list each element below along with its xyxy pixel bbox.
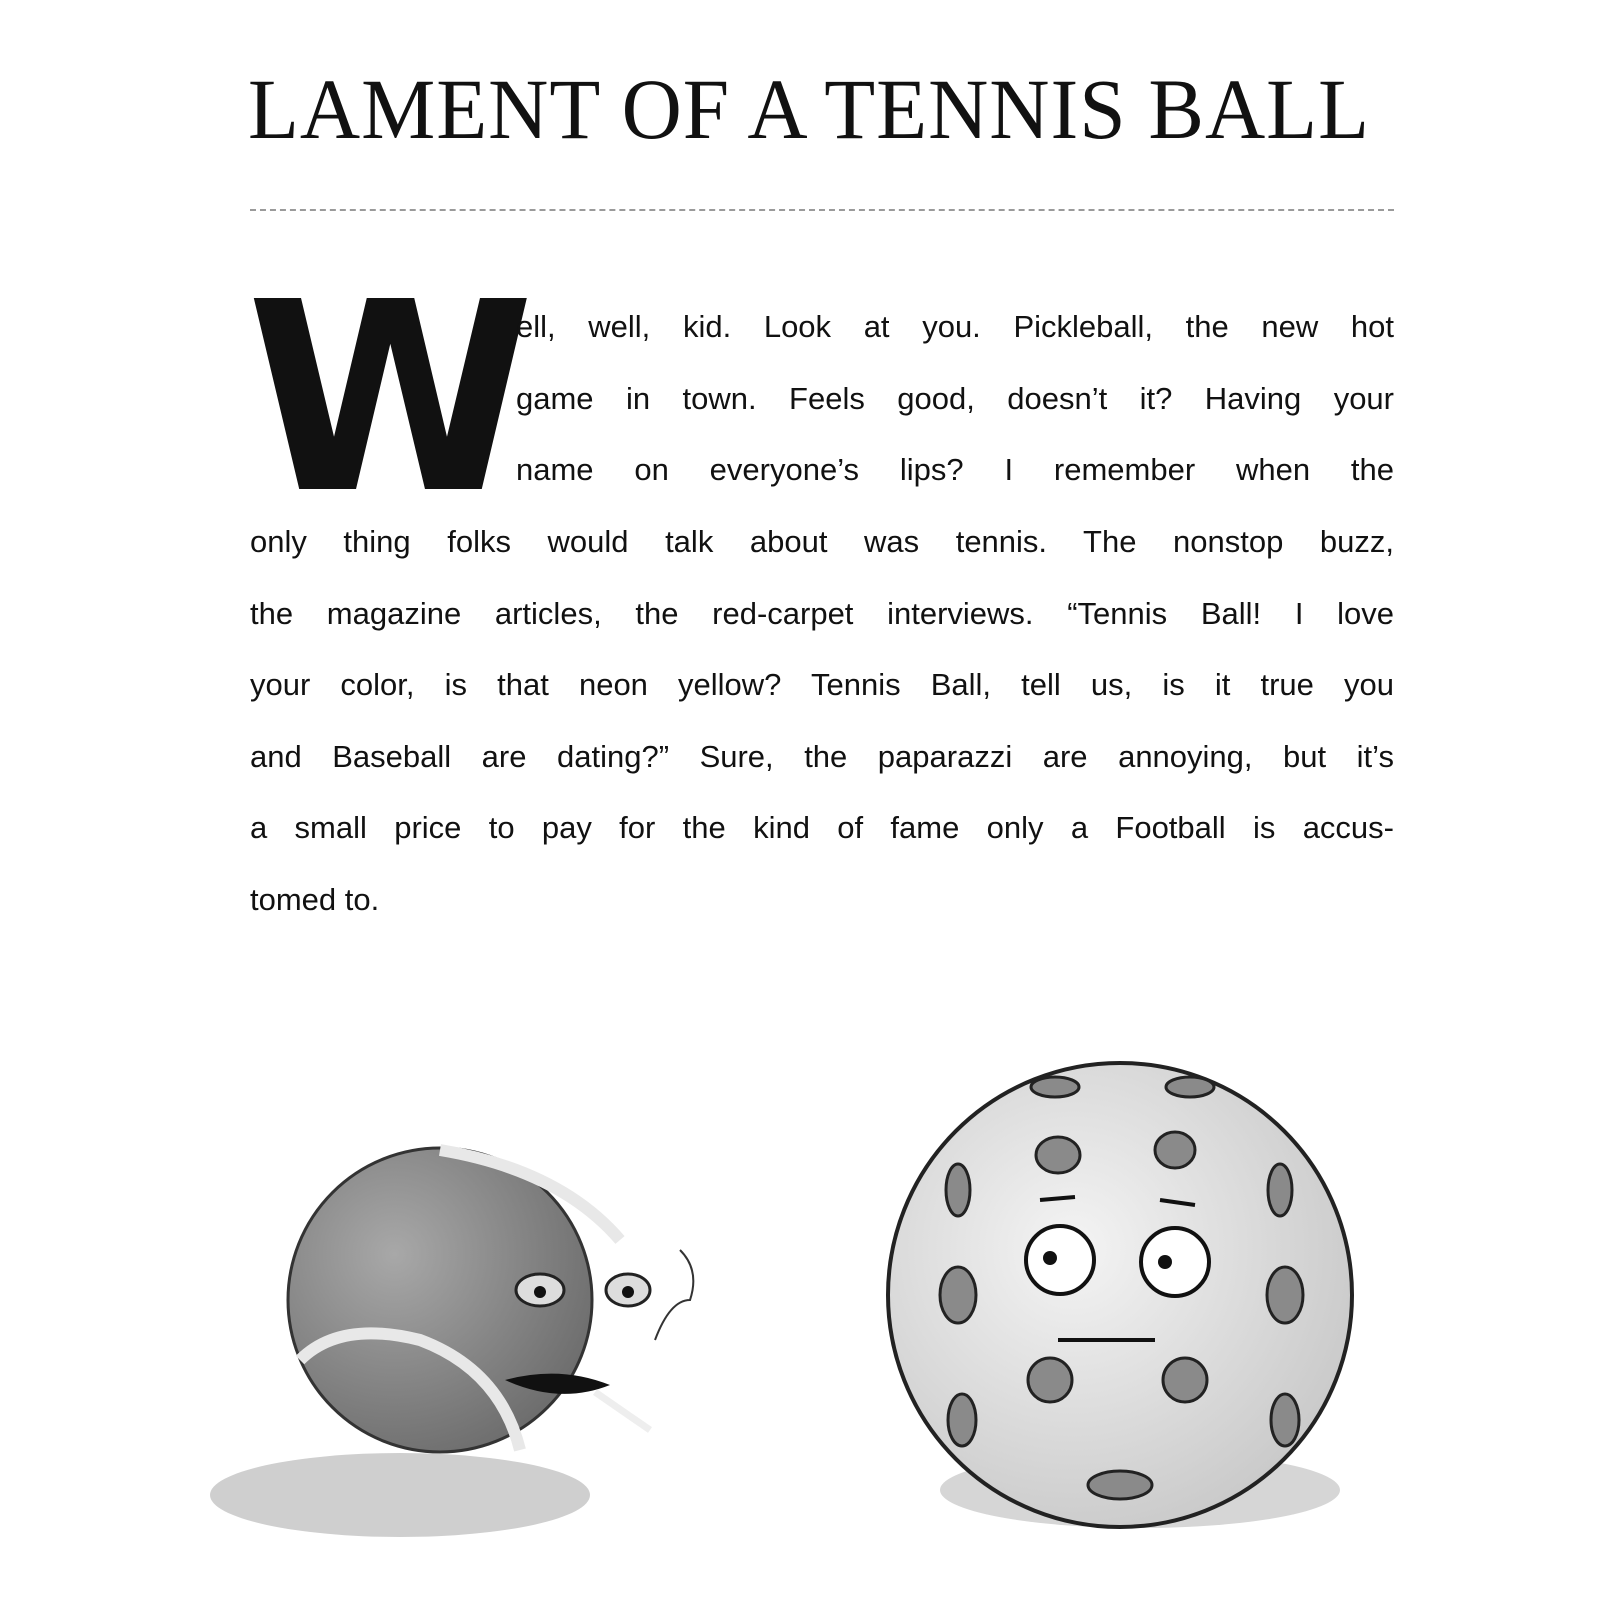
eye [1026, 1226, 1094, 1294]
dashed-divider [250, 209, 1394, 211]
text-line: tomed to. [250, 882, 380, 917]
pickleball-character [888, 1063, 1352, 1528]
text-line: the magazine articles, the red-carpet interviews. “Tennis Ball! I love [250, 596, 1394, 631]
pupil [1043, 1251, 1057, 1265]
text-line: and Baseball are dating?” Sure, the paparazzi are annoying, but it’s [250, 739, 1394, 774]
text-line: only thing folks would talk about was tennis. The nonstop buzz, [250, 524, 1394, 559]
smoke [655, 1250, 693, 1340]
pupil [1158, 1255, 1172, 1269]
illustration-tennis-and-pickleball [0, 1020, 1606, 1580]
text-line: ell, well, kid. Look at you. Pickleball, the new hot [516, 309, 1394, 344]
pupil [534, 1286, 546, 1298]
eye [1141, 1228, 1209, 1296]
drop-cap: W [246, 246, 529, 551]
page-title: LAMENT OF A TENNIS BALL [248, 61, 1370, 157]
shadow [210, 1453, 590, 1537]
tennis-ball-character [210, 1148, 693, 1537]
text-line: your color, is that neon yellow? Tennis Ball, tell us, is it true you [250, 667, 1394, 702]
cigarette [595, 1392, 650, 1430]
text-line: a small price to pay for the kind of fame only a Football is accus- [250, 810, 1394, 845]
text-line: name on everyone’s lips? I remember when the [516, 452, 1394, 487]
text-line: game in town. Feels good, doesn’t it? Having your [516, 381, 1394, 416]
pupil [622, 1286, 634, 1298]
